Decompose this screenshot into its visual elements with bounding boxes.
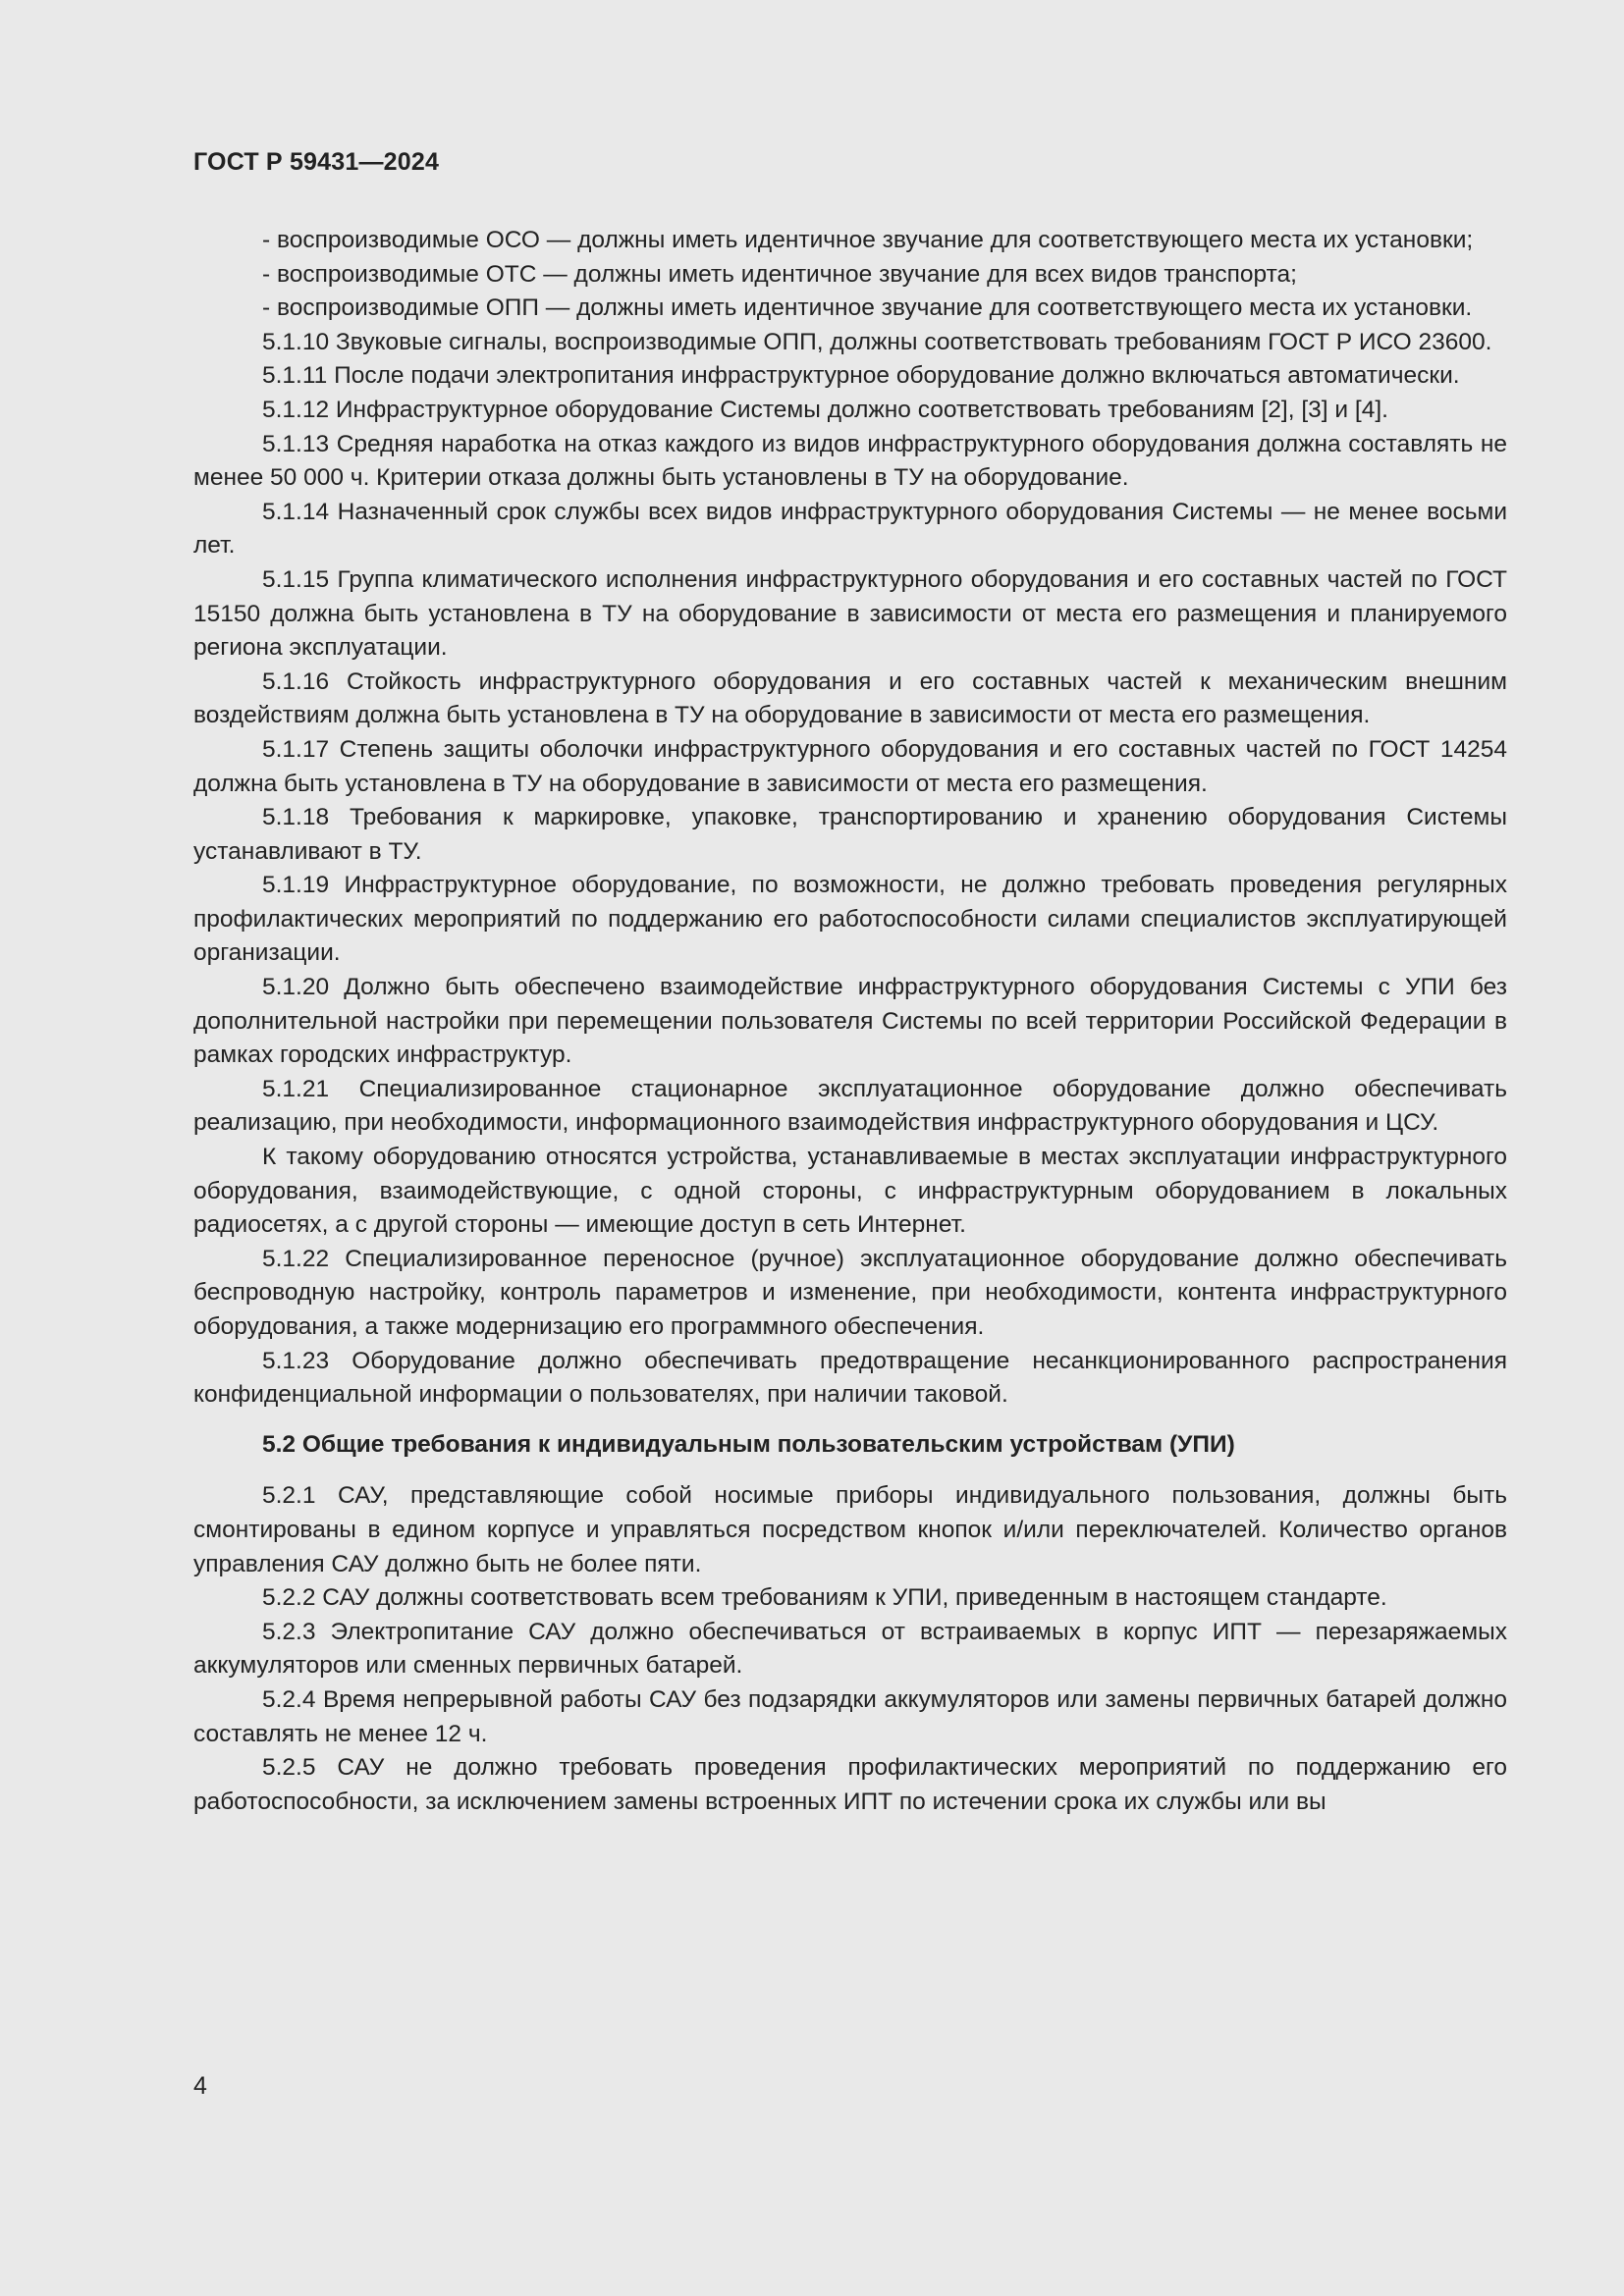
section-heading: 5.2 Общие требования к индивидуальным пользовательским устройствам (УПИ) — [262, 1430, 1235, 1458]
paragraph: 5.1.17 Степень защиты оболочки инфраструктурного оборудования и его составных частей по ГОСТ 14254 должна быть установлена в ТУ на оборудование в зависимости от места его размещения. — [193, 735, 1507, 797]
paragraph: 5.2.1 САУ, представляющие собой носимые приборы индивидуального пользования, должны быть смонтированы в едином корпусе и управляться посредством кнопок и/или переключателей. Количество органов управления САУ должно быть не более пяти. — [193, 1482, 1507, 1577]
paragraph: К такому оборудованию относятся устройства, устанавливаемые в местах эксплуатации инфраструктурного оборудования, взаимодействующие, с одной стороны, с инфраструктурным оборудованием в локальных радиосетях, а с другой стороны — имеющие доступ в сеть Интернет. — [193, 1144, 1507, 1239]
paragraph: 5.1.16 Стойкость инфраструктурного оборудования и его составных частей к механическим внешним воздействиям должна быть установлена в ТУ на оборудование в зависимости от места его размещения. — [193, 667, 1507, 729]
paragraph: - воспроизводимые ОСО — должны иметь идентичное звучание для соответствующего места их установки; — [262, 227, 1474, 253]
paragraph: 5.2.3 Электропитание САУ должно обеспечиваться от встраиваемых в корпус ИПТ — перезаряжаемых аккумуляторов или сменных первичных батарей. — [193, 1618, 1507, 1680]
paragraph: 5.1.18 Требования к маркировке, упаковке, транспортированию и хранению оборудования Системы устанавливают в ТУ. — [193, 804, 1507, 865]
paragraph: 5.2.5 САУ не должно требовать проведения профилактических мероприятий по поддержанию его работоспособности, за исключением замены встроенных ИПТ по истечении срока их службы или вы — [193, 1754, 1507, 1815]
paragraph: - воспроизводимые ОТС — должны иметь идентичное звучание для всех видов транспорта; — [262, 260, 1297, 288]
page-number: 4 — [193, 2072, 207, 2100]
paragraph: 5.1.13 Средняя наработка на отказ каждого из видов инфраструктурного оборудования должна составлять не менее 50 000 ч. Критерии отказа должны быть установлены в ТУ на оборудование. — [193, 430, 1507, 492]
paragraph: 5.1.22 Специализированное переносное (ручное) эксплуатационное оборудование должно обеспечивать беспроводную настройку, контроль параметров и изменение, при необходимости, контента инфраструктурного оборудования, а также модернизацию его программного обеспечения. — [193, 1245, 1507, 1340]
paragraph: 5.1.23 Оборудование должно обеспечивать предотвращение несанкционированного распространения конфиденциальной информации о пользователях, при наличии таковой. — [193, 1347, 1507, 1409]
document-body — [193, 224, 1507, 1819]
paragraph: 5.1.14 Назначенный срок службы всех видов инфраструктурного оборудования Системы — не менее восьми лет. — [193, 498, 1507, 560]
paragraph: 5.1.12 Инфраструктурное оборудование Системы должно соответствовать требованиям [2], [3] и [4]. — [262, 396, 1388, 423]
paragraph: 5.1.10 Звуковые сигналы, воспроизводимые ОПП, должны соответствовать требованиям ГОСТ Р ИСО 23600. — [262, 328, 1492, 355]
standard-header: ГОСТ Р 59431—2024 — [193, 148, 440, 176]
paragraph: 5.1.15 Группа климатического исполнения инфраструктурного оборудования и его составных частей по ГОСТ 15150 должна быть установлена в ТУ на оборудование в зависимости от места его размещения и планируемого региона эксплуатации. — [193, 565, 1507, 662]
paragraph: - воспроизводимые ОПП — должны иметь идентичное звучание для соответствующего места их установки. — [262, 294, 1473, 322]
paragraph: 5.1.19 Инфраструктурное оборудование, по возможности, не должно требовать проведения регулярных профилактических мероприятий по поддержанию его работоспособности силами специалистов эксплуатирующей организации. — [193, 872, 1507, 967]
paragraph: 5.1.21 Специализированное стационарное эксплуатационное оборудование должно обеспечивать реализацию, при необходимости, информационного взаимодействия инфраструктурного оборудования и ЦСУ. — [193, 1075, 1507, 1137]
paragraph: 5.1.11 После подачи электропитания инфраструктурное оборудование должно включаться автоматически. — [262, 362, 1460, 390]
paragraph: 5.2.2 САУ должны соответствовать всем требованиям к УПИ, приведенным в настоящем стандарте. — [262, 1584, 1387, 1612]
paragraph: 5.1.20 Должно быть обеспечено взаимодействие инфраструктурного оборудования Системы с УПИ без дополнительной настройки при перемещении пользователя Системы по всей территории Российской Федерации в рамках городских инфраструктур. — [193, 974, 1507, 1069]
paragraph: 5.2.4 Время непрерывной работы САУ без подзарядки аккумуляторов или замены первичных батарей должно составлять не менее 12 ч. — [193, 1685, 1507, 1747]
